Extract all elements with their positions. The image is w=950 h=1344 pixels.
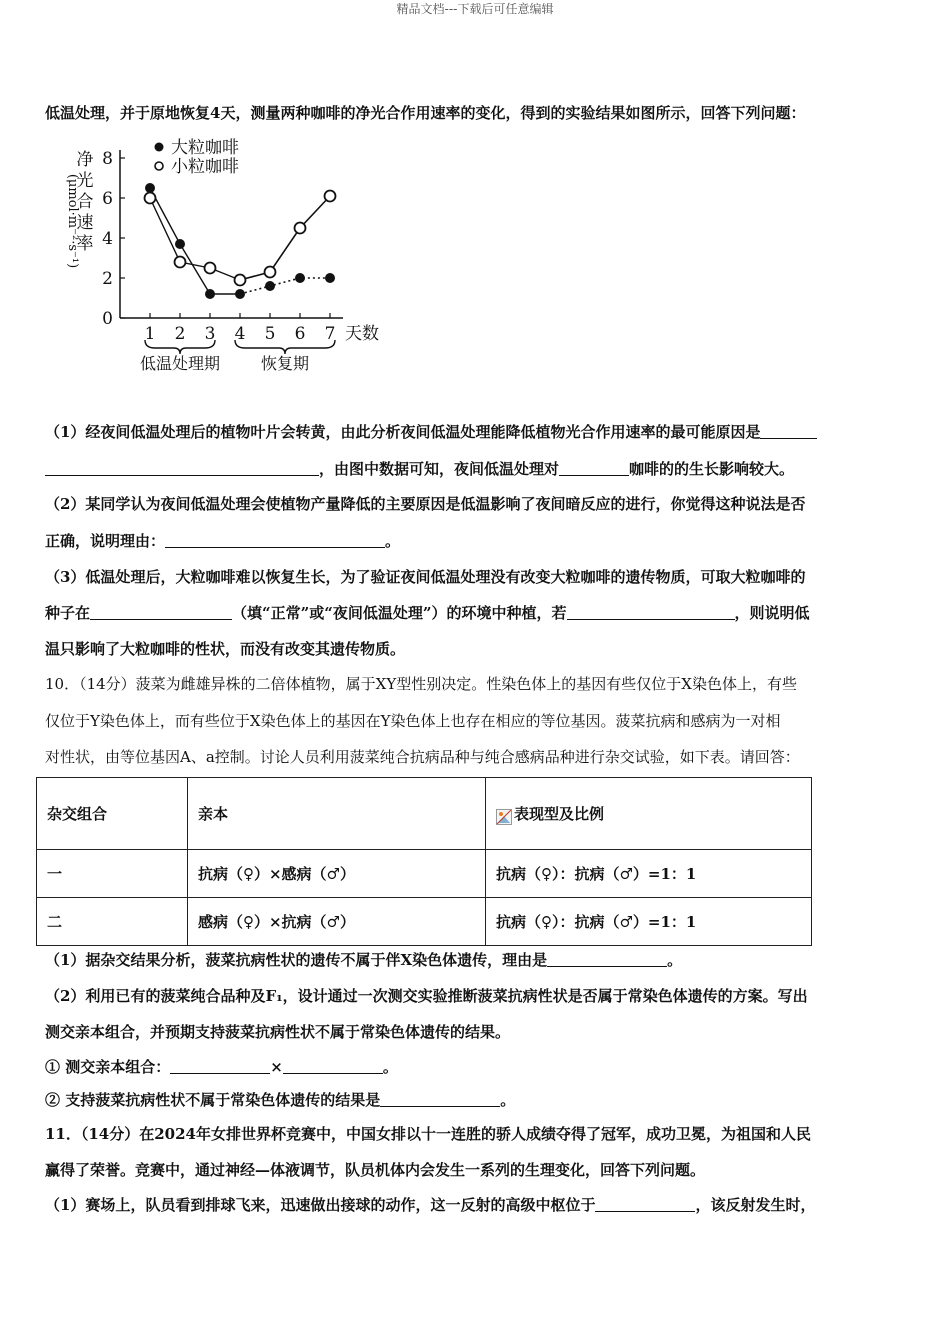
q11-text-2: ，该反射发生时，: [695, 1196, 816, 1214]
data-point-large-bean: [265, 281, 275, 291]
q11-line3: [45, 1194, 815, 1215]
y-tick-label: 8: [102, 149, 113, 169]
q3-line1: （3）低温处理后，大粒咖啡难以恢复生长，为了验证夜间低温处理没有改变大粒咖啡的遗传物质，可取大粒咖啡的: [45, 568, 806, 586]
q3-line2: [45, 602, 810, 623]
x-tick-label: 6: [294, 324, 306, 344]
x-tick-label: 1: [144, 324, 156, 344]
q10-circ1-blank-1[interactable]: [170, 1059, 270, 1074]
x-tick-label: 3: [204, 324, 216, 344]
y-axis-label-char: 速: [76, 213, 94, 233]
y-axis-label-char: 合: [76, 192, 94, 212]
legend-label: 小粒咖啡: [171, 157, 239, 177]
q10-sub2-line2: 测交亲本组合，并预期支持菠菜抗病性状不属于常染色体遗传的结果。: [45, 1023, 511, 1041]
q10-circ2-text: ② 支持菠菜抗病性状不属于常染色体遗传的结果是: [45, 1091, 381, 1109]
q10-circ1-blank-2[interactable]: [283, 1059, 383, 1074]
q1-text-1: （1）经夜间低温处理后的植物叶片会转黄，由此分析夜间低温处理能降低植物光合作用速率的最可能原因是: [45, 423, 761, 441]
y-axis-label-char: 净: [76, 150, 94, 170]
table-cell: 抗病（♀）：抗病（♂）=1：1: [486, 898, 812, 946]
q10-sub1: [45, 949, 682, 970]
q10-sub1-blank[interactable]: [547, 952, 667, 967]
table-cell: 感病（♀）×抗病（♂）: [188, 898, 486, 946]
brace-recovery: [235, 340, 335, 354]
data-point-large-bean: [205, 289, 215, 299]
x-tick-label: 7: [324, 324, 336, 344]
data-point-small-bean: [325, 191, 336, 202]
table-cell: 抗病（♀）：抗病（♂）=1：1: [486, 850, 812, 898]
table-cell: 抗病（♀）×感病（♂）: [188, 850, 486, 898]
chart-points: [145, 183, 336, 299]
series-line-large-bean: [150, 188, 240, 294]
q10-circ2-end: 。: [500, 1091, 516, 1109]
data-point-small-bean: [265, 267, 276, 278]
q10-circ1-text: ① 测交亲本组合：: [45, 1058, 171, 1076]
q11-line2: 赢得了荣誉。竞赛中，通过神经—体液调节，队员机体内会发生一系列的生理变化，回答下列问题。: [45, 1161, 706, 1179]
q10-line3: 对性状，由等位基因A、a控制。讨论人员利用菠菜纯合抗病品种与纯合感病品种进行杂交试验，如下表。请回答：: [45, 748, 800, 766]
q10-sub1-end: 。: [667, 951, 683, 969]
x-tick-label: 2: [174, 324, 186, 344]
q10-sub2-line1: （2）利用已有的菠菜纯合品种及F₁，设计通过一次测交实验推断菠菜抗病性状是否属于常染色体遗传的方案。写出: [45, 987, 808, 1005]
data-point-large-bean: [235, 289, 245, 299]
q11-blank[interactable]: [595, 1197, 695, 1212]
cross-table: [36, 777, 812, 946]
table-header-cell: 杂交组合: [37, 778, 188, 850]
q10-circ1: [45, 1056, 398, 1077]
series-line-recovery-large-bean: [240, 278, 330, 294]
data-point-small-bean: [205, 263, 216, 274]
page-header: 精品文档---下载后可任意编辑: [396, 2, 554, 16]
q10-sub1-text: （1）据杂交结果分析，菠菜抗病性状的遗传不属于伴X染色体遗传，理由是: [45, 951, 548, 969]
legend-marker-open: [155, 162, 163, 170]
table-header-label: 表现型及比例: [514, 804, 605, 823]
q3-line3: 温只影响了大粒咖啡的性状，而没有改变其遗传物质。: [45, 640, 406, 658]
q1-line2: [45, 458, 794, 479]
q11-text-1: （1）赛场上，队员看到排球飞来，迅速做出接球的动作，这一反射的高级中枢位于: [45, 1196, 596, 1214]
q1-text-3: 咖啡的的生长影响较大。: [629, 460, 795, 478]
q1-blank-2[interactable]: [45, 461, 319, 476]
table-cell: 二: [37, 898, 188, 946]
legend-label: 大粒咖啡: [171, 138, 239, 158]
x-tick-label: 5: [264, 324, 276, 344]
intro-text: 低温处理，并于原地恢复4天，测量两种咖啡的净光合作用速率的变化，得到的实验结果如图所示，回答下列问题：: [45, 104, 806, 122]
q2-text-1: 正确，说明理由：: [45, 532, 166, 550]
y-axis-label-char: 光: [76, 171, 94, 191]
y-axis-label-char: 率: [76, 234, 94, 254]
q10-line1: 10．（14分）菠菜为雌雄异株的二倍体植物，属于XY型性别决定。性染色体上的基因有些仅位于X染色体上，有些: [45, 675, 797, 693]
q3-text-2: （填“正常”或“夜间低温处理”）的环境中种植，若: [232, 604, 567, 622]
q3-text-3: ，则说明低: [734, 604, 810, 622]
y-tick-label: 4: [102, 229, 113, 249]
chart-text: [65, 138, 379, 373]
table-row: [37, 850, 812, 898]
q10-line2: 仅位于Y染色体上，而有些位于X染色体上的基因在Y染色体上也存在相应的等位基因。菠菜抗病和感病为一对相: [45, 712, 781, 730]
q10-circ1-end: 。: [382, 1058, 398, 1076]
q1-line1: [45, 421, 817, 442]
q11-line1: 11．（14分）在2024年女排世界杯竞赛中，中国女排以十一连胜的骄人成绩夺得了冠军，成功卫冕，为祖国和人民: [45, 1125, 812, 1143]
q2-line2: [45, 530, 400, 551]
q3-blank-1[interactable]: [90, 605, 232, 620]
q1-blank-1[interactable]: [760, 424, 817, 439]
q2-blank[interactable]: [165, 533, 385, 548]
q3-blank-2[interactable]: [567, 605, 735, 620]
q1-blank-3[interactable]: [559, 461, 629, 476]
q1-text-2: ，由图中数据可知，夜间低温处理对: [319, 460, 560, 478]
period-label-recovery: 恢复期: [260, 354, 310, 373]
table-row: [37, 898, 812, 946]
data-point-small-bean: [235, 275, 246, 286]
q10-circ2-blank[interactable]: [380, 1092, 500, 1107]
table-cell: 一: [37, 850, 188, 898]
data-point-small-bean: [175, 257, 186, 268]
q2-text-2: 。: [385, 532, 401, 550]
y-tick-label: 0: [102, 309, 113, 329]
data-point-large-bean: [295, 273, 305, 283]
q10-circ2: [45, 1089, 515, 1110]
q10-circ1-times: ×: [270, 1058, 283, 1076]
data-point-large-bean: [145, 183, 155, 193]
table-header-cell: 亲本: [188, 778, 486, 850]
series-line-recovery-small-bean: [240, 196, 330, 280]
y-tick-label: 6: [102, 189, 113, 209]
x-tick-label: 4: [234, 324, 246, 344]
q2-line1: （2）某同学认为夜间低温处理会使植物产量降低的主要原因是低温影响了夜间暗反应的进行，你觉得这种说法是否: [45, 495, 806, 513]
y-tick-label: 2: [102, 269, 113, 289]
period-label-low-temp: 低温处理期: [139, 354, 221, 373]
table-header-cell: [486, 778, 812, 850]
table-header-row: [37, 778, 812, 850]
x-axis-label: 天数: [345, 324, 379, 344]
data-point-large-bean: [325, 273, 335, 283]
net-photosynthesis-chart: [55, 135, 395, 380]
y-axis-unit: (μmol·m⁻²·s⁻¹): [65, 173, 80, 269]
data-point-small-bean: [295, 223, 306, 234]
q3-text-1: 种子在: [45, 604, 91, 622]
legend-marker-filled: [155, 143, 164, 152]
broken-image-icon: [496, 809, 512, 825]
data-point-small-bean: [145, 193, 156, 204]
data-point-large-bean: [175, 239, 185, 249]
